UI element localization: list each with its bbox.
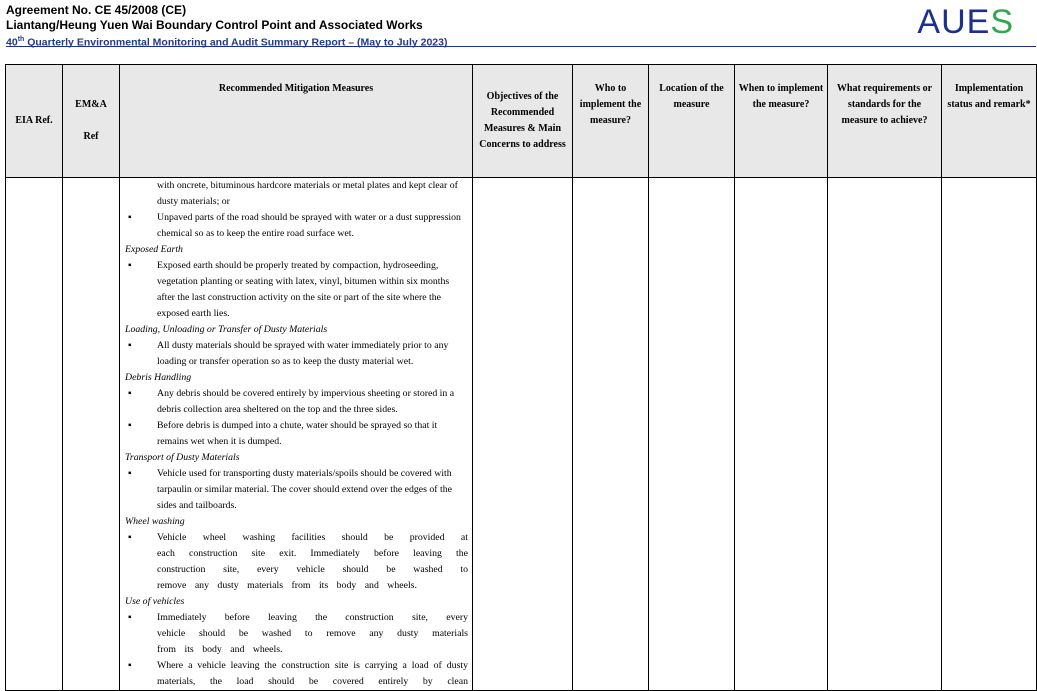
measure-text: Exposed earth should be properly treated by compaction, hydroseeding, vegetation planting or seating with latex, vinyl, bitumen within six months after the last construction activity on the site or part of the site where the exposed earth lies. (157, 260, 450, 319)
col-requirements: What requirements or standards for the measure to achieve? (828, 65, 942, 178)
col-location: Location of the measure (649, 65, 735, 178)
subheading-use-of-vehicles: Use of vehicles (125, 596, 185, 607)
col-ema-ref-line2: Ref (83, 131, 99, 142)
measure-bullet-debris-2 (125, 418, 472, 450)
measure-line: Vehicle wheel washing facilities should be provided at (157, 532, 468, 543)
measure-bullet-wheel (125, 530, 472, 594)
report-ordinal-suffix: th (17, 36, 25, 43)
cell-requirements (828, 178, 942, 691)
measure-line: construction site, every vehicle should be washed to (157, 564, 468, 575)
mitigation-measures-table (5, 64, 1037, 691)
subheading-loading: Loading, Unloading or Transfer of Dusty Materials (125, 324, 328, 335)
bullet-icon: ▪ (128, 420, 132, 431)
measure-line: remove any dusty materials from its body and wheels. (157, 580, 417, 591)
cell-ema-ref (63, 178, 120, 691)
subheading-debris: Debris Handling (125, 372, 192, 383)
measure-bullet-exposed (125, 258, 472, 322)
measure-line: Where a vehicle leaving the construction site is carrying a load of dusty (157, 660, 468, 671)
measure-line: from its body and wheels. (157, 644, 283, 655)
col-mitigation-measures: Recommended Mitigation Measures (120, 65, 473, 178)
col-who: Who to implement the measure? (573, 65, 649, 178)
measure-line: Immediately before leaving the construction site, every (157, 612, 468, 623)
col-objectives: Objectives of the Recommended Measures & Main Concerns to address (473, 65, 573, 178)
measure-bullet-road (125, 210, 472, 242)
cell-objectives (473, 178, 573, 691)
measure-bullet-transport (125, 466, 472, 514)
subheading-exposed-earth: Exposed Earth (125, 244, 183, 255)
measure-line: each construction site exit. Immediately before leaving the (157, 548, 468, 559)
measure-bullet-vehicles-1 (125, 610, 472, 658)
subheading-transport: Transport of Dusty Materials (125, 452, 240, 463)
measure-line: vehicle should be washed to remove any dusty materials (157, 628, 468, 639)
bullet-icon: ▪ (128, 612, 132, 623)
measure-bullet-loading (125, 338, 472, 370)
cell-who (573, 178, 649, 691)
cell-implementation-status (942, 178, 1037, 691)
report-ordinal: 40 (6, 36, 18, 49)
measure-continuation: with oncrete, bituminous hardcore materials or metal plates and kept clear of dusty materials; or (157, 180, 458, 207)
cell-when (735, 178, 828, 691)
bullet-icon: ▪ (128, 468, 132, 479)
header-rule (6, 46, 1036, 47)
col-implementation-status: Implementation status and remark* (942, 65, 1037, 178)
measure-text: Vehicle used for transporting dusty materials/spoils should be covered with tarpaulin or similar material. The cover should extend over the edges of the sides and tailboards. (157, 468, 452, 511)
report-period: (May to July 2023) (357, 36, 448, 49)
cell-eia-ref (6, 178, 63, 691)
measures-text (120, 178, 472, 690)
logo-aue: AUE (917, 3, 991, 41)
bullet-icon: ▪ (128, 388, 132, 399)
table-row (6, 178, 1037, 691)
table-header-row (6, 65, 1037, 178)
measure-text: Before debris is dumped into a chute, water should be sprayed so that it remains wet when it is dumped. (157, 420, 438, 447)
measure-text: Any debris should be covered entirely by impervious sheeting or stored in a debris collection area sheltered on the top and the three sides. (157, 388, 455, 415)
report-title (6, 33, 447, 50)
measure-bullet-debris-1 (125, 386, 472, 418)
cell-location (649, 178, 735, 691)
col-ema-ref (63, 65, 120, 178)
agreement-number: Agreement No. CE 45/2008 (CE) (6, 3, 187, 17)
col-when: When to implement the measure? (735, 65, 828, 178)
report-title-text: Quarterly Environmental Monitoring and Audit Summary Report – (24, 36, 358, 49)
subheading-wheel-washing: Wheel washing (125, 516, 185, 527)
report-header (6, 2, 1036, 48)
bullet-icon: ▪ (128, 660, 132, 671)
project-title: Liantang/Heung Yuen Wai Boundary Control Point and Associated Works (6, 18, 423, 32)
col-ema-ref-line1: EM&A (75, 99, 107, 110)
bullet-icon: ▪ (128, 532, 132, 543)
col-eia-ref: EIA Ref. (6, 65, 63, 178)
logo-s: S (990, 3, 1014, 41)
measure-text: All dusty materials should be sprayed with water immediately prior to any loading or transfer operation so as to keep the dusty material wet. (157, 340, 449, 367)
measure-bullet-vehicles-2 (125, 658, 472, 690)
bullet-icon: ▪ (128, 212, 132, 223)
measure-line: materials, the load should be covered entirely by clean (157, 676, 468, 687)
measure-text: Unpaved parts of the road should be sprayed with water or a dust suppression chemical so as to keep the entire road surface wet. (157, 212, 461, 239)
cell-mitigation-measures (120, 178, 473, 691)
bullet-icon: ▪ (128, 340, 132, 351)
bullet-icon: ▪ (128, 260, 132, 271)
aues-logo (917, 3, 1014, 41)
